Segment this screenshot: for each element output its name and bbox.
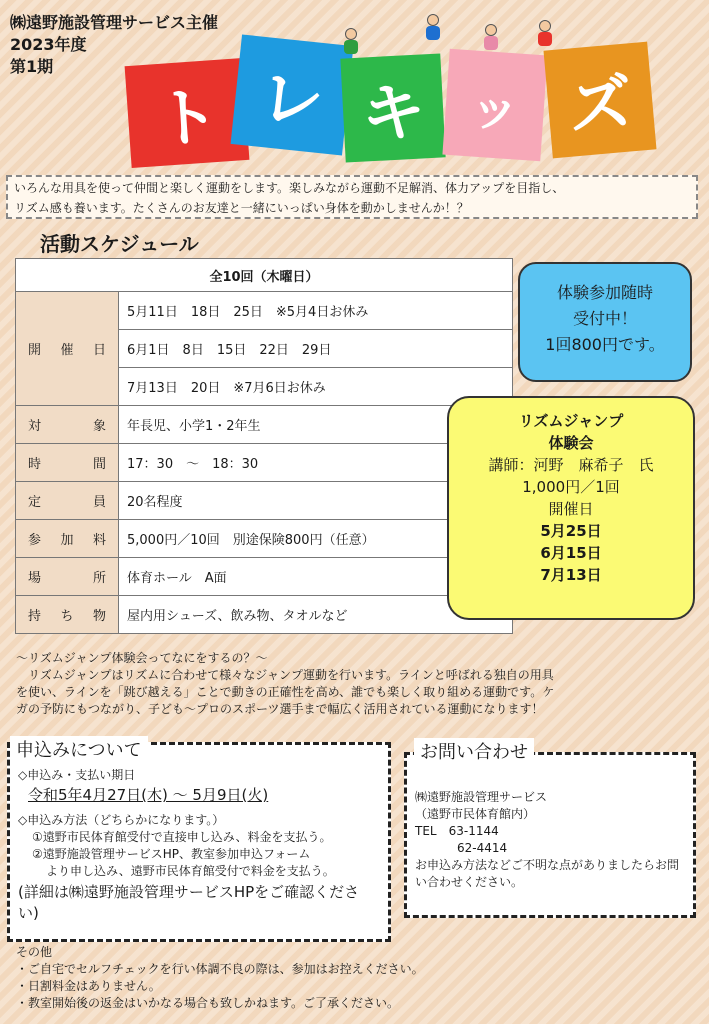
table-row — [16, 482, 513, 520]
row-label: 対 象 — [16, 406, 119, 444]
schedule-header: 全10回（木曜日） — [16, 259, 513, 292]
date-row-may: 5月11日 18日 25日 ※5月4日お休み — [119, 292, 513, 330]
contact-tel: TEL 63-1144 — [415, 824, 499, 838]
method-2a: ②遠野施設管理サービスHP、教室参加申込フォーム — [32, 847, 311, 861]
contact-box — [404, 752, 696, 918]
description-line: を使い、ラインを「跳び越える」ことで動きの正確性を高め、誰でも楽しく取り組める運動です。ケ — [16, 685, 555, 699]
contact-place: （遠野市民体育館内） — [415, 807, 536, 821]
intro-box — [6, 175, 698, 219]
details-note: (詳細は㈱遠野施設管理サービスHPをご確認ください) — [18, 883, 360, 922]
other-item: ・ご自宅でセルフチェックを行い体調不良の際は、参加はお控えください。 — [16, 962, 424, 976]
schedule-table — [15, 258, 513, 634]
child-running-icon — [480, 24, 502, 54]
title-tile-5: ズ — [543, 42, 656, 159]
title-tile-3: キ — [340, 53, 445, 162]
row-label: 持 ち 物 — [16, 596, 119, 634]
rhythm-title: リズムジャンプ — [518, 412, 624, 430]
description-heading: ～リズムジャンプ体験会ってなにをするの？～ — [16, 651, 268, 665]
other-item: ・日割料金はありません。 — [16, 979, 161, 993]
table-row — [16, 259, 513, 292]
table-row — [16, 444, 513, 482]
trial-line: 1回800円です。 — [545, 335, 665, 354]
year-text: 2023年度 — [10, 35, 87, 54]
dates-label: 開 催 日 — [16, 292, 119, 406]
other-title: その他 — [16, 945, 53, 959]
row-value: 年長児、小学1・2年生 — [119, 406, 513, 444]
row-label: 時 間 — [16, 444, 119, 482]
table-row — [16, 520, 513, 558]
application-title: 申込みについて — [10, 736, 148, 762]
rhythm-date: 6月15日 — [540, 544, 602, 562]
title-tile-2: レ — [231, 34, 354, 155]
child-running-icon — [422, 14, 444, 44]
contact-title: お問い合わせ — [414, 738, 534, 764]
row-value: 屋内用シューズ、飲み物、タオルなど — [119, 596, 513, 634]
date-row-july: 7月13日 20日 ※7月6日お休み — [119, 368, 513, 406]
row-label: 参 加 料 — [16, 520, 119, 558]
method-1: ①遠野市民体育館受付で直接申し込み、料金を支払う。 — [32, 830, 332, 844]
description-line: ガの予防にもつながり、子ども～プロのスポーツ選手まで幅広く活用されている運動になります！ — [16, 702, 544, 716]
contact-tel2: 62-4414 — [457, 841, 508, 855]
row-label: 場 所 — [16, 558, 119, 596]
trial-line: 受付中！ — [572, 309, 637, 328]
trial-box — [518, 262, 692, 382]
intro-line: いろんな用具を使って仲間と楽しく運動をします。楽しみながら運動不足解消、体力アップを目指し、 — [14, 181, 565, 195]
child-running-icon — [534, 20, 556, 50]
table-row — [16, 596, 513, 634]
schedule-title: 活動スケジュール — [40, 232, 199, 256]
organizer-text: ㈱遠野施設管理サービス主催 — [10, 13, 219, 32]
row-value: 20名程度 — [119, 482, 513, 520]
table-row — [16, 406, 513, 444]
period-value: 令和5年4月27日(木) ～ 5月9日(火) — [28, 786, 269, 804]
description-line: リズムジャンプはリズムに合わせて様々なジャンプ運動を行います。ラインと呼ばれる独自の用具 — [16, 668, 554, 682]
trial-line: 体験参加随時 — [556, 283, 653, 302]
application-box — [7, 742, 391, 942]
rhythm-dates-label: 開催日 — [548, 500, 594, 518]
date-row-june: 6月1日 8日 15日 22日 29日 — [119, 330, 513, 368]
table-row — [16, 558, 513, 596]
method-2b: より申し込み、遠野市民体育館受付で料金を支払う。 — [46, 864, 335, 878]
method-label: ◇申込み方法（どちらかになります。） — [18, 813, 225, 827]
child-running-icon — [340, 28, 362, 58]
row-value: 体育ホール A面 — [119, 558, 513, 596]
rhythm-description — [16, 650, 696, 718]
rhythm-subtitle: 体験会 — [548, 434, 594, 452]
term-text: 第1期 — [10, 57, 54, 76]
row-value: 5,000円／10回 別途保険800円（任意） — [119, 520, 513, 558]
other-item: ・教室開始後の返金はいかなる場合も致しかねます。ご了承ください。 — [16, 996, 400, 1010]
rhythm-date: 7月13日 — [540, 566, 602, 584]
rhythm-date: 5月25日 — [540, 522, 602, 540]
period-label: ◇申込み・支払い期日 — [18, 768, 136, 782]
rhythm-instructor: 講師：河野 麻希子 氏 — [488, 456, 654, 474]
contact-org: ㈱遠野施設管理サービス — [415, 790, 548, 804]
row-label: 定 員 — [16, 482, 119, 520]
title-tile-4: ッ — [442, 49, 547, 162]
intro-line: リズム感も養います。たくさんのお友達と一緒にいっぱい身体を動かしませんか！？ — [14, 201, 469, 215]
row-value: 17：30 ～ 18：30 — [119, 444, 513, 482]
rhythm-price: 1,000円／1回 — [522, 478, 620, 496]
other-notes — [16, 944, 424, 1012]
rhythm-jump-box — [447, 396, 695, 620]
title-tile-1: ト — [125, 58, 250, 168]
table-row — [16, 292, 513, 330]
contact-note: お申込み方法などご不明な点がありましたらお問い合わせください。 — [415, 858, 680, 889]
